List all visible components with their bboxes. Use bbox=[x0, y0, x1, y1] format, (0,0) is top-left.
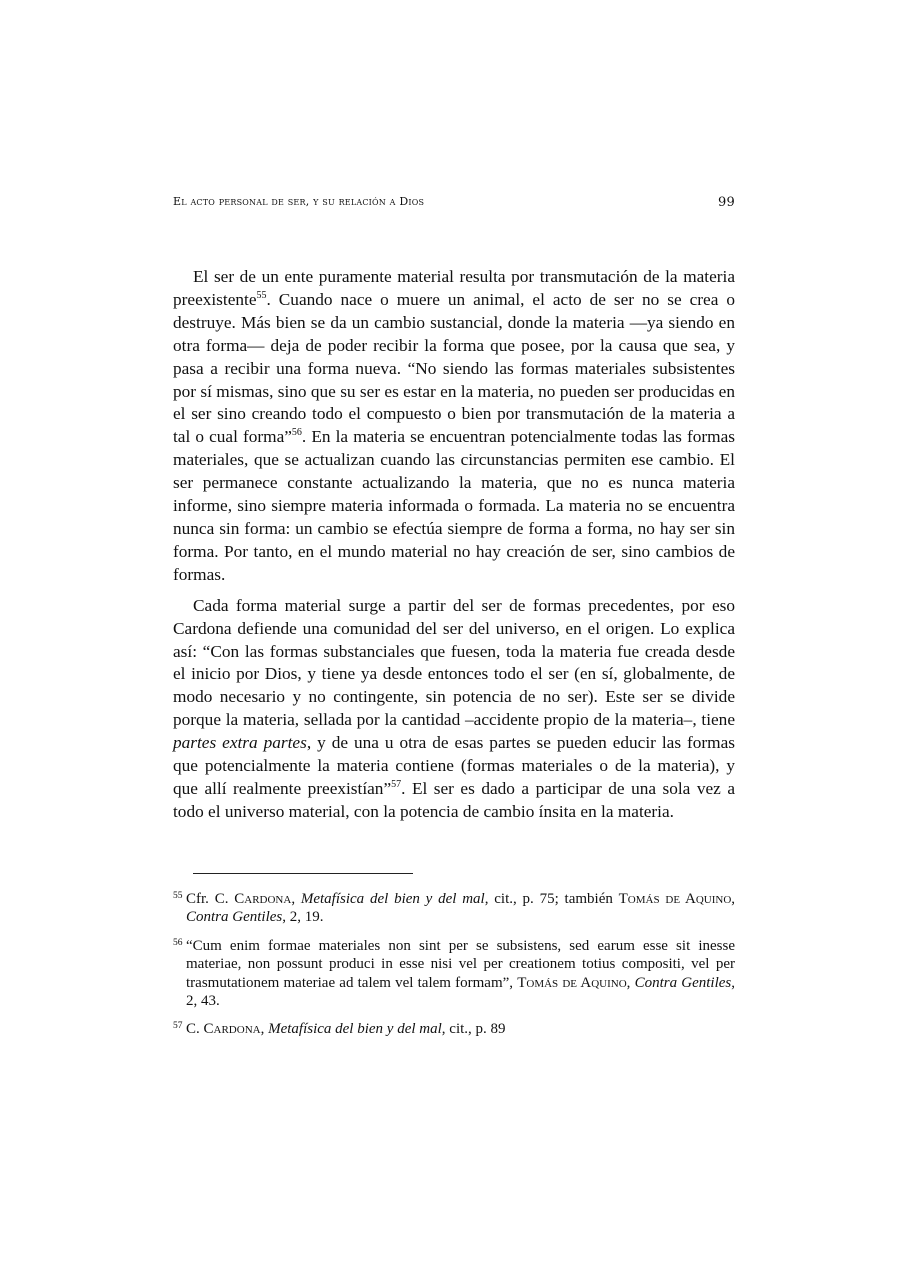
footnote-mark: 55 bbox=[173, 891, 183, 901]
author-name: Tomás de Aquino bbox=[618, 891, 732, 907]
footnote-mark: 57 bbox=[173, 1021, 183, 1032]
footnote-mark: 56 bbox=[173, 937, 183, 948]
author-name: Tomás de Aquino bbox=[517, 974, 627, 991]
footnote-separator bbox=[193, 873, 413, 874]
footnote-55: 55 Cfr. C. Cardona, Metafísica del bien y del mal, cit., p. 75; también Tomás de Aquino, Contra Gentiles, 2, 19. bbox=[173, 890, 735, 927]
footnote-ref-57[interactable]: 57 bbox=[391, 779, 402, 791]
italic-phrase: partes extra partes bbox=[173, 733, 307, 753]
paragraph-1: El ser de un ente puramente material resulta por transmutación de la materia preexistente$^{55}$. Cuando nace o muere un animal, el acto de ser no se crea o destruye. Más bien se da un cambio sustancial, donde la materia —ya siendo en otra forma— deja de poder recibir la forma que posee, por la causa que sea, y pasa a recibir una forma nueva. “No siendo las formas materiales subsistentes por sí mismas, sino que su ser es estar en la materia, no pueden ser producidas en el ser sino creando todo el compuesto o bien por transmutación de la materia a tal o cual forma”$^{56}$. En la materia se encuentran potencialmente todas las formas materiales, que se actualizan cuando las circunstancias permiten ese cambio. El ser permanece constante actualizando la materia, que no es nunca materia informe, sino siempre materia informada o formada. La materia no se encuentra nunca sin forma: un cambio se efectúa siempre de forma a forma, no hay ser sin forma. Por tanto, en el mundo material no hay creación de ser, sino cambios de formas. bbox=[173, 267, 735, 584]
body-text bbox=[173, 266, 735, 824]
footnote-56: 56 “Cum enim formae materiales non sint per se subsistens, sed earum esse sit inesse materiae, non possunt produci in esse nisi vel per creationem totius compositi, vel per trasmutationem materiae ad talem vel talem formam”, Tomás de Aquino, Contra Gentiles, 2, 43. bbox=[173, 937, 735, 1011]
author-name: Cardona bbox=[203, 1021, 261, 1038]
running-header bbox=[173, 195, 735, 213]
work-title: Metafísica del bien y del mal bbox=[268, 1021, 442, 1038]
footnote-ref-55[interactable]: 55 bbox=[256, 290, 267, 302]
work-title: Contra Gentiles bbox=[186, 909, 283, 926]
running-title: El acto personal de ser, y su relación a Dios bbox=[173, 195, 425, 208]
work-title: Contra Gentiles bbox=[634, 974, 732, 991]
footnote-57: 57 C. Cardona, Metafísica del bien y del mal, cit., p. 89 bbox=[173, 1020, 735, 1038]
footnotes bbox=[173, 890, 735, 1049]
footnote-ref-56[interactable]: 56 bbox=[291, 427, 302, 439]
work-title: Metafísica del bien y del mal bbox=[300, 891, 485, 907]
page-number: 99 bbox=[718, 195, 735, 210]
paragraph-2: Cada forma material surge a partir del ser de formas precedentes, por eso Cardona defiende una comunidad del ser del universo, en el origen. Lo explica así: “Con las formas substanciales que fuesen, toda la materia fue creada desde el inicio por Dios, y tiene ya desde entonces todo el ser (en sí, globalmente, de modo necesario y no contingente, sin potencia de no ser). Este ser se divide porque la materia, sellada por la cantidad –accidente propio de la materia–, tiene partes extra partes, y de una u otra de esas partes se pueden educir las formas que potencialmente la materia contiene (formas materiales o de la materia), y que allí realmente preexistían”$^{57}$. El ser es dado a participar de una sola vez a todo el universo material, con la potencia de cambio ínsita en la materia. bbox=[173, 595, 735, 821]
author-name: Cardona bbox=[234, 891, 292, 907]
